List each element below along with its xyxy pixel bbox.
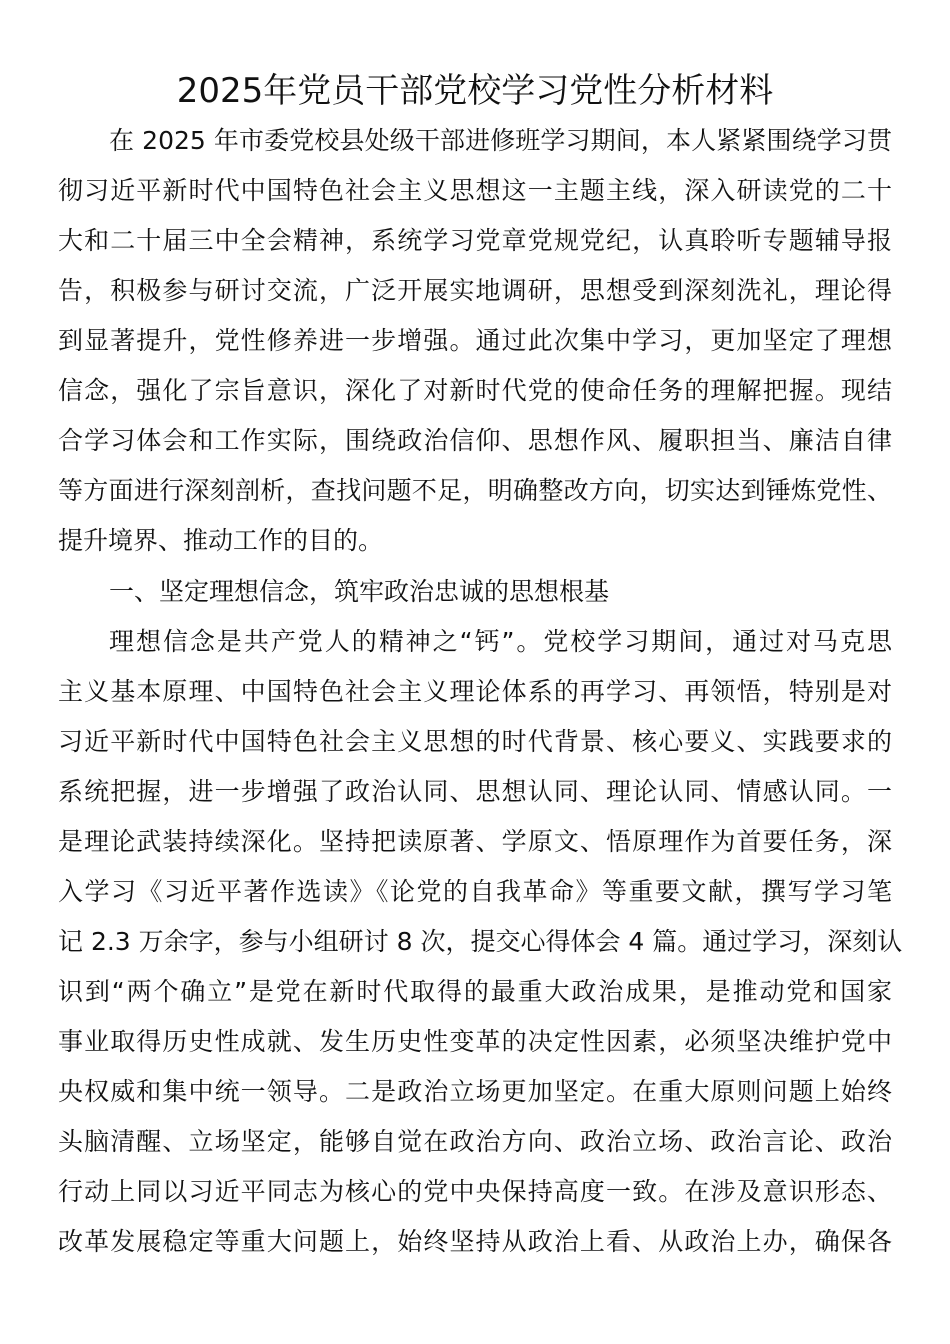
paragraph-line: 入学习《习近平著作选读》《论党的自我革命》等重要文献，撰写学习笔: [58, 877, 892, 906]
paragraph-line: 头脑清醒、立场坚定，能够自觉在政治方向、政治立场、政治言论、政治: [58, 1127, 892, 1156]
paragraph-line: 习近平新时代中国特色社会主义思想的时代背景、核心要义、实践要求的: [58, 727, 892, 756]
paragraph-line: 理想信念是共产党人的精神之“钙”。党校学习期间，通过对马克思: [109, 627, 892, 656]
paragraph-line: 到显著提升，党性修养进一步增强。通过此次集中学习，更加坚定了理想: [58, 326, 892, 355]
paragraph-line: 行动上同以习近平同志为核心的党中央保持高度一致。在涉及意识形态、: [58, 1177, 892, 1206]
section-heading: 一、坚定理想信念，筑牢政治忠诚的思想根基: [109, 577, 610, 606]
paragraph-line: 彻习近平新时代中国特色社会主义思想这一主题主线，深入研读党的二十: [58, 176, 892, 205]
paragraph-line: 合学习体会和工作实际，围绕政治信仰、思想作风、履职担当、廉洁自律: [58, 426, 892, 455]
paragraph-line: 是理论武装持续深化。坚持把读原著、学原文、悟原理作为首要任务，深: [58, 827, 892, 856]
paragraph-line: 告，积极参与研讨交流，广泛开展实地调研，思想受到深刻洗礼，理论得: [58, 276, 892, 305]
paragraph-line: 等方面进行深刻剖析，查找问题不足，明确整改方向，切实达到锤炼党性、: [58, 476, 892, 505]
paragraph-line: 识到“两个确立”是党在新时代取得的最重大政治成果，是推动党和国家: [58, 977, 892, 1006]
paragraph-line: 大和二十届三中全会精神，系统学习党章党规党纪，认真聆听专题辅导报: [58, 226, 892, 255]
paragraph-line: 记 2.3 万余字，参与小组研讨 8 次，提交心得体会 4 篇。通过学习，深刻认: [58, 927, 903, 956]
paragraph-line: 在 2025 年市委党校县处级干部进修班学习期间，本人紧紧围绕学习贯: [109, 126, 892, 155]
document-title: 2025年党员干部党校学习党性分析材料: [176, 71, 774, 111]
paragraph-line: 信念，强化了宗旨意识，深化了对新时代党的使命任务的理解把握。现结: [58, 376, 892, 405]
paragraph-line: 提升境界、推动工作的目的。: [58, 526, 384, 555]
paragraph-line: 主义基本原理、中国特色社会主义理论体系的再学习、再领悟，特别是对: [58, 677, 892, 706]
paragraph-line: 事业取得历史性成就、发生历史性变革的决定性因素，必须坚决维护党中: [58, 1027, 892, 1056]
paragraph-line: 改革发展稳定等重大问题上，始终坚持从政治上看、从政治上办，确保各: [58, 1227, 892, 1256]
paragraph-line: 系统把握，进一步增强了政治认同、思想认同、理论认同、情感认同。一: [58, 777, 892, 806]
paragraph-line: 央权威和集中统一领导。二是政治立场更加坚定。在重大原则问题上始终: [58, 1077, 892, 1106]
